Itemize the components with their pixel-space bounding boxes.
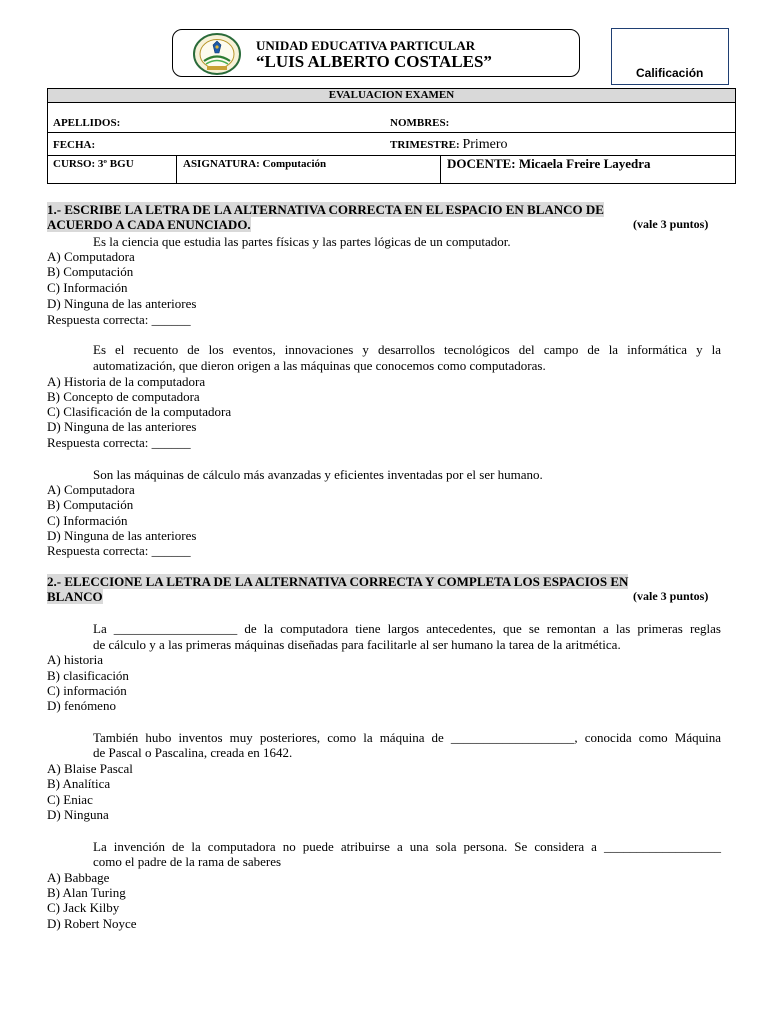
q6-option-a: A) Babbage	[47, 870, 110, 885]
q1-option-c: C) Información	[47, 280, 128, 295]
q2-option-b: B) Concepto de computadora	[47, 389, 200, 404]
section1-points: (vale 3 puntos)	[633, 217, 709, 231]
q4-text-line1: La ___________________ de la computadora tiene largos antecedentes, que se remontan a las primeras reglas	[93, 621, 721, 636]
q5-option-c: C) Eniac	[47, 792, 93, 807]
school-name: “LUIS ALBERTO COSTALES”	[256, 52, 492, 71]
trimestre-field	[390, 137, 508, 153]
q3-option-a: A) Computadora	[47, 482, 135, 497]
section2-heading	[47, 574, 721, 589]
trimestre-label: TRIMESTRE:	[390, 139, 460, 151]
q3-option-b: B) Computación	[47, 497, 134, 512]
q4-option-c: C) información	[47, 683, 127, 698]
table-col-divider	[176, 155, 177, 184]
q5-option-a: A) Blaise Pascal	[47, 761, 133, 776]
q6-text-line1: La invención de la computadora no puede atribuirse a una sola persona. Se considera a __________________	[93, 839, 721, 854]
table-col-divider	[440, 155, 441, 184]
q3-option-d: D) Ninguna de las anteriores	[47, 528, 197, 543]
section2-points: (vale 3 puntos)	[633, 589, 709, 603]
q6-option-c: C) Jack Kilby	[47, 900, 120, 915]
exam-title: EVALUACION EXAMEN	[47, 88, 736, 103]
q1-option-d: D) Ninguna de las anteriores	[47, 296, 197, 311]
curso-field: CURSO: 3º BGU	[53, 158, 134, 170]
q2-option-d: D) Ninguna de las anteriores	[47, 419, 197, 434]
q2-answer[interactable]: Respuesta correcta: ______	[47, 435, 191, 450]
q4-option-a: A) historia	[47, 652, 103, 667]
q3-answer[interactable]: Respuesta correcta: ______	[47, 543, 191, 558]
q1-answer[interactable]: Respuesta correcta: ______	[47, 312, 191, 327]
q6-option-b: B) Alan Turing	[47, 885, 126, 900]
q1-text: Es la ciencia que estudia las partes físicas y las partes lógicas de un computador.	[93, 234, 511, 249]
q4-text-line2: de cálculo y a las primeras máquinas diseñadas para facilitarle al ser humano la tarea de la aritmética.	[93, 637, 621, 652]
nombres-field[interactable]: NOMBRES:	[390, 117, 450, 129]
section2-heading-line2: BLANCO	[47, 589, 103, 604]
fecha-field[interactable]: FECHA:	[53, 139, 96, 151]
school-logo	[192, 32, 242, 76]
section2-heading-2	[47, 589, 721, 604]
section2-heading-line1: 2.- ELECCIONE LA LETRA DE LA ALTERNATIVA CORRECTA Y COMPLETA LOS ESPACIOS EN	[47, 574, 629, 589]
q2-text-line2: automatización, que dieron origen a las máquinas que conocemos como computadoras.	[93, 358, 546, 373]
section1-heading	[47, 202, 721, 217]
asignatura-field: ASIGNATURA: Computación	[183, 158, 327, 170]
apellidos-field[interactable]: APELLIDOS:	[53, 117, 121, 129]
section1-heading-line1: 1.- ESCRIBE LA LETRA DE LA ALTERNATIVA CORRECTA EN EL ESPACIO EN BLANCO DE	[47, 202, 604, 217]
section1-heading-2	[47, 217, 721, 232]
q5-option-b: B) Analítica	[47, 776, 111, 791]
q6-text-line2: como el padre de la rama de saberes	[93, 854, 282, 869]
q1-option-a: A) Computadora	[47, 249, 135, 264]
trimestre-value: Primero	[462, 137, 508, 152]
q1-option-b: B) Computación	[47, 264, 134, 279]
q5-text-line2: de Pascal o Pascalina, creada en 1642.	[93, 745, 293, 760]
q6-option-d: D) Robert Noyce	[47, 916, 137, 931]
q4-option-b: B) clasificación	[47, 668, 129, 683]
q2-text-line1: Es el recuento de los eventos, innovaciones y desarrollos tecnológicos del campo de la informática y la	[93, 342, 721, 357]
grade-label: Calificación	[636, 66, 704, 80]
q5-text-line1: También hubo inventos muy posteriores, como la máquina de ___________________, conocida como Máquina	[93, 730, 721, 745]
q2-option-c: C) Clasificación de la computadora	[47, 404, 232, 419]
docente-field: DOCENTE: Micaela Freire Layedra	[447, 156, 651, 171]
section1-heading-line2: ACUERDO A CADA ENUNCIADO.	[47, 217, 251, 232]
q3-text: Son las máquinas de cálculo más avanzadas y eficientes inventadas por el ser humano.	[93, 467, 543, 482]
table-row-divider	[47, 132, 736, 133]
q4-option-d: D) fenómeno	[47, 698, 116, 713]
q2-option-a: A) Historia de la computadora	[47, 374, 206, 389]
q5-option-d: D) Ninguna	[47, 807, 109, 822]
q3-option-c: C) Información	[47, 513, 128, 528]
school-type: UNIDAD EDUCATIVA PARTICULAR	[256, 38, 476, 53]
